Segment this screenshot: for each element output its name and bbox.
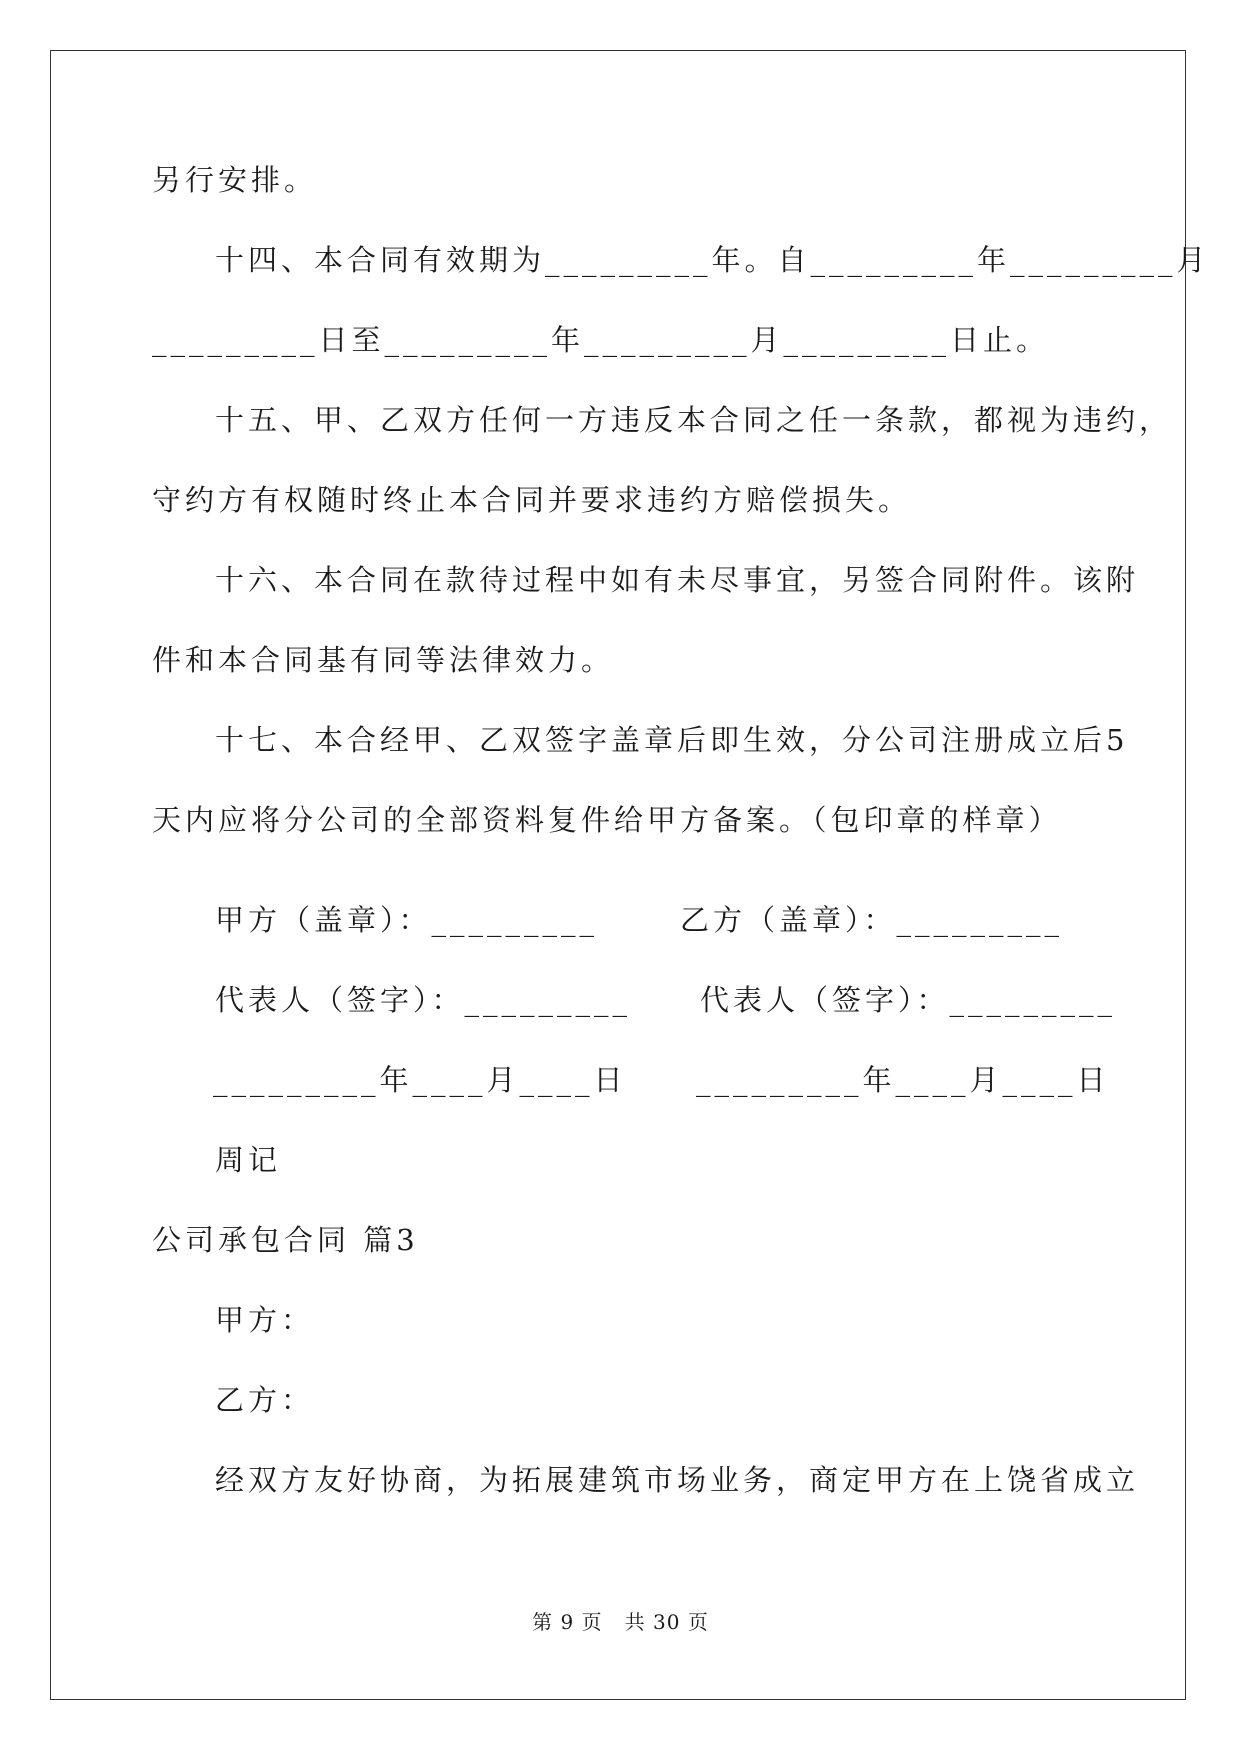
party-b-representative: 代表人（签字）：_________	[700, 983, 1117, 1017]
party-b-seal: 乙方（盖章）：_________	[680, 903, 1064, 937]
text-line-14: 经双方友好协商，为拓展建筑市场业务，商定甲方在上饶省成立	[215, 1463, 1140, 1497]
text-line-13: 乙方：	[215, 1383, 315, 1417]
party-a-seal: 甲方（盖章）：_________	[215, 903, 599, 937]
page-border	[50, 50, 1186, 1700]
text-line-6: 十六、本合同在款待过程中如有未尽事宜，另签合同附件。该附	[215, 563, 1140, 597]
text-line-3: _________日至_________年_________月_________日止。	[152, 323, 1050, 357]
text-line-1: 另行安排。	[152, 163, 318, 197]
party-b-date: _________年____月____日	[696, 1063, 1110, 1097]
text-line-10: 周记	[215, 1143, 282, 1177]
text-line-5: 守约方有权随时终止本合同并要求违约方赔偿损失。	[152, 483, 912, 517]
text-line-7: 件和本合同基有同等法律效力。	[152, 643, 615, 677]
text-line-12: 甲方：	[215, 1303, 315, 1337]
text-line-9: 天内应将分公司的全部资料复件给甲方备案。（包印章的样章）	[152, 803, 1062, 837]
party-a-representative: 代表人（签字）：_________	[215, 983, 632, 1017]
text-line-8: 十七、本合经甲、乙双签字盖章后即生效，分公司注册成立后5	[215, 723, 1129, 757]
page-number-footer: 第 9 页 共 30 页	[532, 1610, 709, 1634]
section-heading: 公司承包合同 篇3	[152, 1223, 419, 1257]
party-a-date: _________年____月____日	[213, 1063, 627, 1097]
text-line-2: 十四、本合同有效期为_________年。自_________年_________月	[215, 243, 1210, 277]
text-line-4: 十五、甲、乙双方任何一方违反本合同之任一条款，都视为违约，	[215, 403, 1173, 437]
